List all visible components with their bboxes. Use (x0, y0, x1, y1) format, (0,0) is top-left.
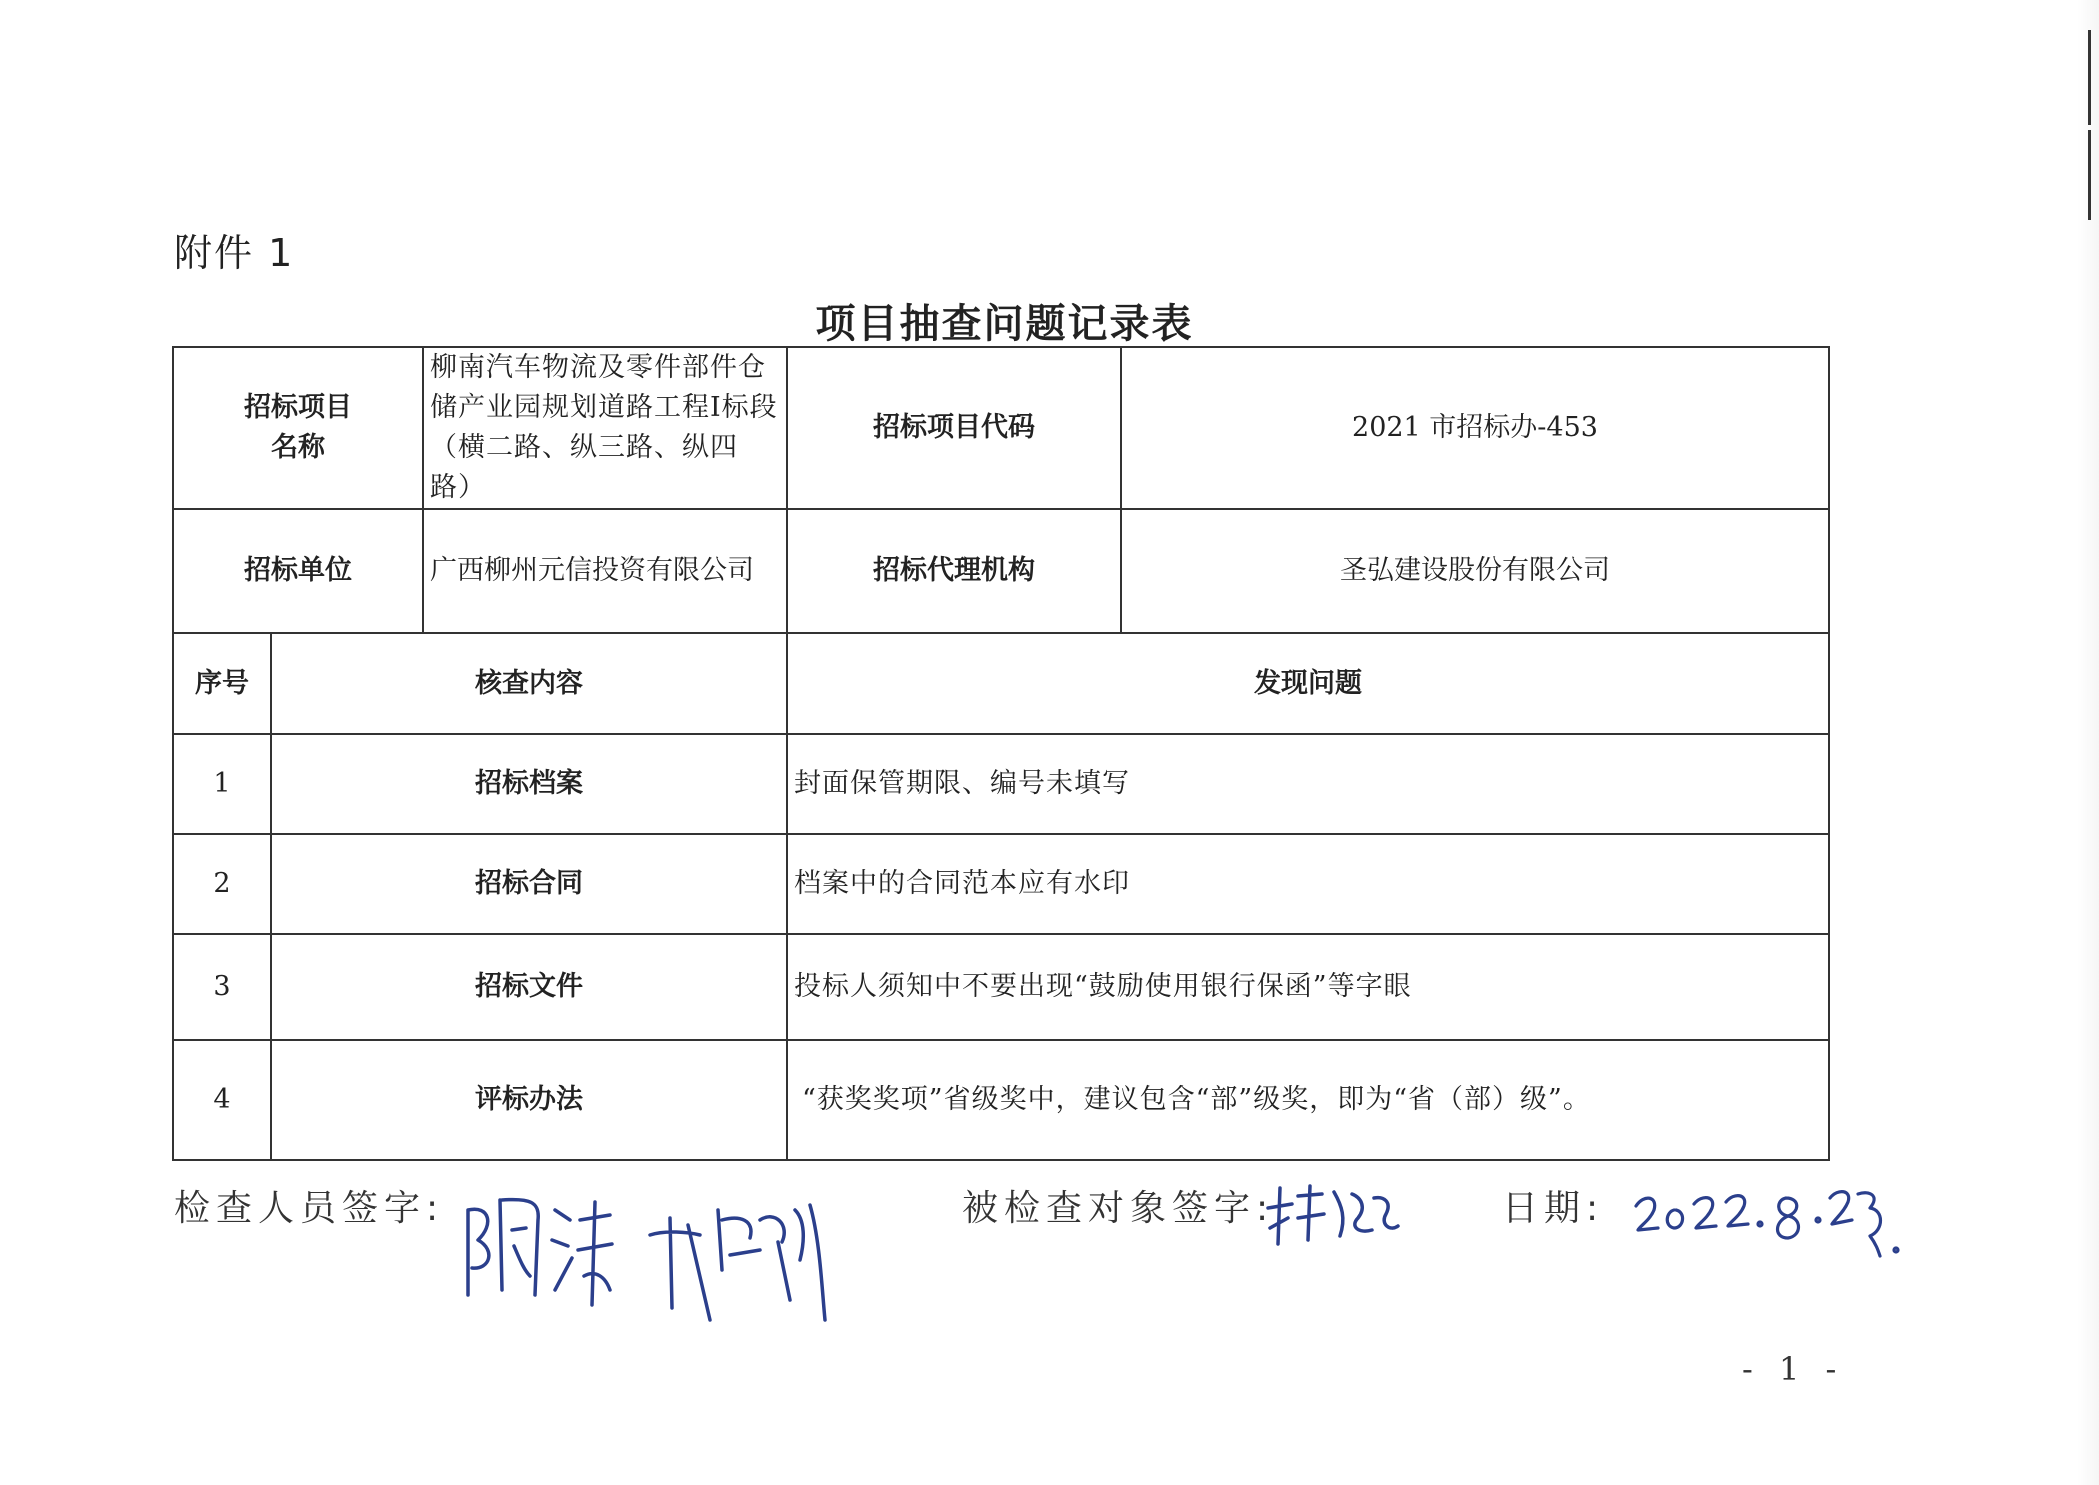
project-name-value (423, 347, 787, 509)
project-name-label-text: 招标项目 名称 (244, 392, 352, 463)
column-header-no (173, 633, 271, 734)
column-header-no-text: 序号 (195, 667, 249, 699)
handwritten-date (1632, 1180, 1902, 1260)
check-content: 招标文件 (271, 934, 787, 1040)
project-code-label (787, 347, 1121, 509)
inspector-handwritten-signature (460, 1180, 840, 1330)
agency-value (1121, 509, 1829, 633)
inspected-handwritten-signature (1262, 1178, 1402, 1248)
found-issue: 档案中的合同范本应有水印 (787, 834, 1829, 934)
found-issue: 投标人须知中不要出现“鼓励使用银行保函”等字眼 (787, 934, 1829, 1040)
project-code-value (1121, 347, 1829, 509)
column-header-content-text: 核查内容 (475, 667, 583, 699)
row-number: 2 (173, 834, 271, 934)
check-content: 评标办法 (271, 1040, 787, 1160)
inspector-signature-label: 检查人员签字: (174, 1188, 445, 1229)
scan-edge-mark (2088, 130, 2091, 220)
page-number: - 1 - (1742, 1350, 1845, 1388)
project-code-label-text: 招标项目代码 (873, 412, 1035, 443)
tenderer-text: 广西柳州元信投资有限公司 (430, 555, 754, 586)
row-number: 4 (173, 1040, 271, 1160)
check-content: 招标合同 (271, 834, 787, 934)
check-header-row (173, 633, 1829, 734)
column-header-content (271, 633, 787, 734)
project-info-row (173, 347, 1829, 509)
inspection-record-table (172, 346, 1830, 1161)
inspected-signature-label: 被检查对象签字: (962, 1188, 1275, 1229)
row-number: 3 (173, 934, 271, 1040)
scan-edge-mark (2088, 30, 2091, 125)
column-header-issue (787, 633, 1829, 734)
project-code-text: 2021 市招标办-453 (1352, 412, 1598, 443)
table-row (173, 1040, 1829, 1160)
tenderer-value (423, 509, 787, 633)
page-scan-edge (2077, 0, 2099, 1485)
check-content: 招标档案 (271, 734, 787, 834)
found-issue: “获奖奖项”省级奖中，建议包含“部”级奖，即为“省（部）级”。 (787, 1040, 1829, 1160)
table-row (173, 834, 1829, 934)
agency-label (787, 509, 1121, 633)
project-name-text: 柳南汽车物流及零件部件仓储产业园规划道路工程I标段（横二路、纵三路、纵四路） (430, 352, 778, 503)
found-issue: 封面保管期限、编号未填写 (787, 734, 1829, 834)
agency-text: 圣弘建设股份有限公司 (1340, 555, 1610, 586)
project-name-label (173, 347, 423, 509)
tenderer-info-row (173, 509, 1829, 633)
agency-label-text: 招标代理机构 (873, 555, 1035, 586)
date-label: 日期: (1502, 1188, 1605, 1229)
table-row (173, 934, 1829, 1040)
column-header-issue-text: 发现问题 (1254, 667, 1362, 699)
tenderer-label (173, 509, 423, 633)
row-number: 1 (173, 734, 271, 834)
attachment-label: 附件 1 (174, 231, 295, 275)
form-title: 项目抽查问题记录表 (815, 301, 1194, 347)
tenderer-label-text: 招标单位 (244, 555, 352, 586)
table-row (173, 734, 1829, 834)
